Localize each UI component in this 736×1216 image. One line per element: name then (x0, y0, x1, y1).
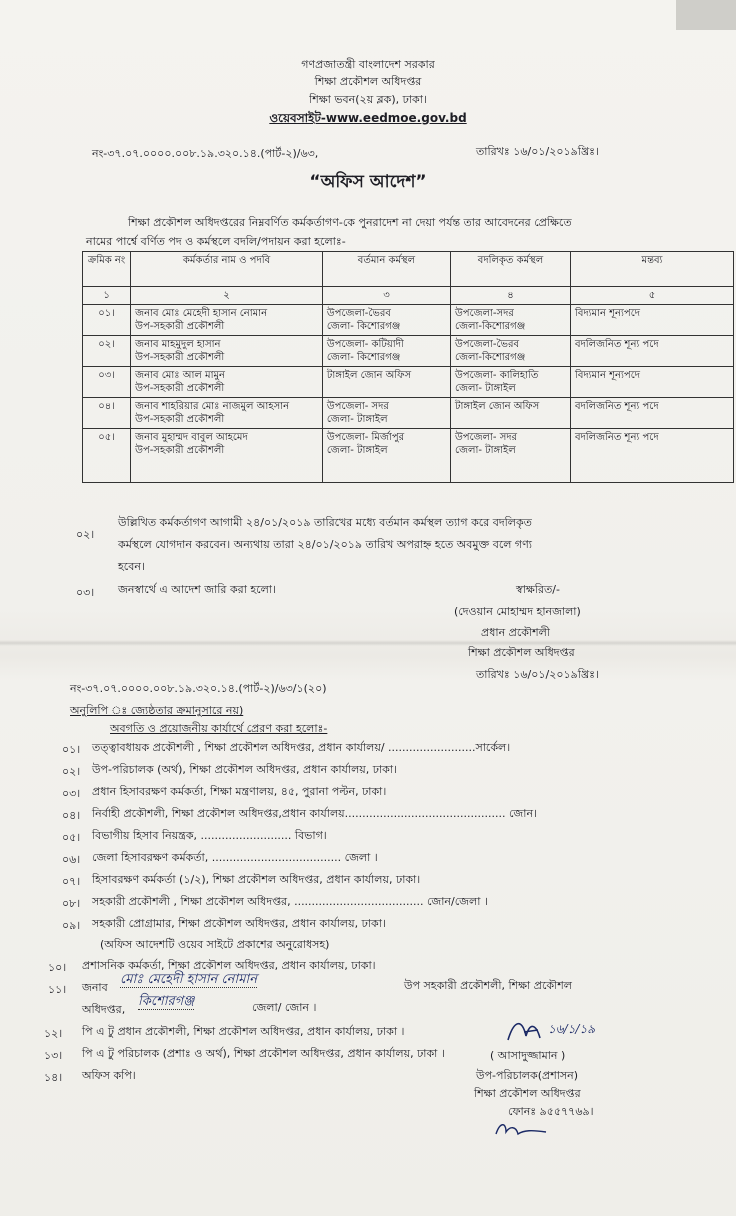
header-name: কর্মকর্তার নাম ও পদবি (131, 252, 323, 287)
copy-item: তত্ত্বাবধায়ক প্রকৌশলী , শিক্ষা প্রকৌশল অধিদপ্তর, প্রধান কার্যালয়/ .........................সার্কেল। (92, 741, 511, 754)
copy-item: হিসাবরক্ষণ কর্মকর্তা (১/২), শিক্ষা প্রকৌশল অধিদপ্তর, প্রধান কার্যালয়, ঢাকা। (92, 873, 421, 886)
copy-item-serial: ১০। (48, 961, 67, 974)
para-2-line-3: হবেন। (118, 560, 145, 573)
table-header-row (83, 252, 734, 287)
copy-item-serial: ০৬। (62, 853, 81, 866)
col-number: ২ (131, 287, 323, 305)
copy-item-serial: ০১। (62, 743, 81, 756)
remark: বদলিজনিত শূন্য পদে (570, 429, 733, 483)
row-serial: ০৫। (83, 429, 131, 483)
scan-edge (676, 0, 736, 30)
officer-name: জনাব মুহাম্মদ বাবুল আহমেদ (135, 432, 248, 443)
signatory-title: প্রধান প্রকৌশলী (481, 626, 550, 639)
table-row (83, 367, 734, 398)
handwritten-date: ১৬/১/১৯ (548, 1022, 596, 1036)
officer-designation: উপ-সহকারী প্রকৌশলী (135, 383, 225, 394)
new-district: জেলা-কিশোরগঞ্জ (455, 352, 526, 363)
officer-designation: উপ-সহকারী প্রকৌশলী (135, 445, 225, 456)
signatory-office: শিক্ষা প্রকৌশল অধিদপ্তর (468, 646, 575, 659)
initials-scribble (492, 1118, 552, 1142)
memo-ref: নং-৩৭.০৭.০০০০.০০৮.১৯.৩২০.১৪.(পার্ট-২)/৬৩, (92, 147, 319, 160)
copy-item: পি এ টু পরিচালক (প্রশাঃ ও অর্থ), শিক্ষা প্রকৌশল অধিদপ্তর, প্রধান কার্যালয়, ঢাকা । (82, 1047, 445, 1060)
new-district: জেলা- টাঙ্গাইল (455, 383, 516, 394)
deputy-office: শিক্ষা প্রকৌশল অধিদপ্তর (474, 1087, 581, 1100)
col-number: ৫ (570, 287, 733, 305)
transfer-table (82, 251, 734, 483)
copy-item-serial: ০৩। (62, 787, 81, 800)
copy-item-suffix: জেলা/ জোন । (252, 1001, 317, 1014)
copy-item-serial: ১৪। (44, 1071, 63, 1084)
current-station: টাঙ্গাইল জোন অফিস (326, 370, 412, 381)
copy-item: উপ-পরিচালক (অর্থ), শিক্ষা প্রকৌশল অধিদপ্তর, প্রধান কার্যালয়, ঢাকা। (92, 763, 397, 776)
paper-fold (0, 640, 736, 646)
document-title: “অফিস আদেশ” (309, 172, 427, 192)
new-station: উপজেলা-সদর (455, 308, 514, 319)
officer-designation: উপ-সহকারী প্রকৌশলী (135, 352, 225, 363)
intro-line-1: শিক্ষা প্রকৌশল অধিদপ্তরের নিম্নবর্ণিত কর্মকর্তাগণ-কে পুনরাদেশ না দেয়া পর্যন্ত তার আবেদনের প্রেক্ষিতে (128, 216, 572, 229)
website-link: ওয়েবসাইট-www.eedmoe.gov.bd (269, 111, 467, 125)
current-station: উপজেলা- সদর (326, 401, 389, 412)
deputy-title: উপ-পরিচালক(প্রশাসন) (476, 1069, 579, 1082)
copy-item: পি এ টু প্রধান প্রকৌশলী, শিক্ষা প্রকৌশল অধিদপ্তর, প্রধান কার্যালয়, ঢাকা । (82, 1025, 405, 1038)
remark: বিদ্যমান শূন্যপদে (570, 305, 733, 336)
dept-address: শিক্ষা ভবন(২য় ব্লক), ঢাকা। (309, 93, 427, 106)
remark: বদলিজনিত শূন্য পদে (570, 398, 733, 429)
copy-item: অধিদপ্তর, (82, 1003, 126, 1016)
memo-date: তারিখঃ ১৬/০১/২০১৯খ্রিঃ। (476, 145, 599, 158)
copy-date: তারিখঃ ১৬/০১/২০১৯খ্রিঃ। (476, 668, 599, 681)
copy-item-serial: ১১। (48, 983, 67, 996)
copy-heading: অনুলিপি ঃ জ্যেষ্ঠতার ক্রমানুসারে নয়) (70, 704, 244, 717)
officer-designation: উপ-সহকারী প্রকৌশলী (135, 321, 225, 332)
copy-item-serial: ০২। (62, 765, 81, 778)
col-number: ১ (83, 287, 131, 305)
copy-item-serial: ০৫। (62, 831, 81, 844)
remark: বদলিজনিত শূন্য পদে (570, 336, 733, 367)
handwritten-officer-name: মোঃ মেহেদী হাসান নোমান (120, 972, 257, 987)
header-remark: মন্তব্য (570, 252, 733, 287)
copy-item-suffix: উপ সহকারী প্রকৌশলী, শিক্ষা প্রকৌশল (404, 979, 572, 992)
column-number-row (83, 287, 734, 305)
header-serial: ক্রমিক নং (83, 252, 131, 287)
copy-item-note: (অফিস আদেশটি ওয়েব সাইটে প্রকাশের অনুরোধসহ) (100, 938, 330, 951)
copy-item-serial: ০৯। (62, 919, 81, 932)
copy-item: জনাব (82, 981, 108, 994)
remark: বিদ্যমান শূন্যপদে (570, 367, 733, 398)
new-station: উপজেলা-ভৈরব (455, 339, 520, 350)
copy-item: নির্বাহী প্রকৌশলী, শিক্ষা প্রকৌশল অধিদপ্তর,প্রধান কার্যালয়.............................................. জোন। (92, 807, 537, 820)
para-2-line-2: কর্মস্থলে যোগদান করবেন। অন্যথায় তারা ২৪/০১/২০১৯ তারিখ অপরাহ্ন হতে অবমুক্ত বলে গণ্য (118, 538, 532, 551)
officer-name: জনাব মাহমুদুল হাসান (135, 339, 221, 350)
row-serial: ০১। (83, 305, 131, 336)
handwritten-district: কিশোরগঞ্জ (138, 994, 195, 1009)
row-serial: ০৩। (83, 367, 131, 398)
copy-item-serial: ০৮। (62, 897, 81, 910)
copy-item: সহকারী প্রকৌশলী , শিক্ষা প্রকৌশল অধিদপ্তর, ..................................... জোন/জেলা । (92, 895, 488, 908)
new-district: জেলা- টাঙ্গাইল (455, 445, 516, 456)
header-current: বর্তমান কর্মস্থল (322, 252, 450, 287)
current-station: উপজেলা- কটিয়াদী (326, 339, 404, 350)
copy-item: প্রশাসনিক কর্মকর্তা, শিক্ষা প্রকৌশল অধিদপ্তর, প্রধান কার্যালয়, ঢাকা। (82, 959, 376, 972)
copy-ref: নং-৩৭.০৭.০০০০.০০৮.১৯.৩২০.১৪.(পার্ট-২)/৬৩/১(২০) (70, 682, 327, 695)
table-row (83, 398, 734, 429)
current-station: উপজেলা- মির্জাপুর (326, 432, 405, 443)
current-district: জেলা- টাঙ্গাইল (326, 414, 388, 425)
col-number: ৪ (451, 287, 571, 305)
col-number: ৩ (322, 287, 450, 305)
copy-item: অফিস কপি। (82, 1069, 136, 1082)
govt-name: গণপ্রজাতন্ত্রী বাংলাদেশ সরকার (301, 58, 435, 71)
para-2-serial: ০২। (76, 528, 95, 541)
dept-name: শিক্ষা প্রকৌশল অধিদপ্তর (314, 75, 422, 88)
signed-mark: স্বাক্ষরিত/- (516, 583, 560, 596)
signatory-name: (দেওয়ান মোহাম্মদ হানজালা) (454, 605, 581, 618)
row-serial: ০২। (83, 336, 131, 367)
copy-item-serial: ১২। (44, 1027, 63, 1040)
para-3-serial: ০৩। (76, 586, 95, 599)
row-serial: ০৪। (83, 398, 131, 429)
table-row (83, 305, 734, 336)
deputy-phone: ফোনঃ ৯৫৫৭৭৬৯। (508, 1105, 594, 1118)
current-district: জেলা- টাঙ্গাইল (326, 445, 388, 456)
table-row (83, 429, 734, 483)
header-new: বদলিকৃত কর্মস্থল (451, 252, 571, 287)
officer-name: জনাব মোঃ আল মামুন (135, 370, 226, 381)
copy-item-serial: ০৭। (62, 875, 81, 888)
current-district: জেলা- কিশোরগঞ্জ (326, 352, 401, 363)
officer-designation: উপ-সহকারী প্রকৌশলী (135, 414, 225, 425)
para-3-text: জনস্বার্থে এ আদেশ জারি করা হলো। (118, 583, 276, 596)
copy-item: বিভাগীয় হিসাব নিয়ন্ত্রক, .......................... বিভাগ। (92, 829, 327, 842)
copy-item-serial: ০৪। (62, 809, 81, 822)
current-station: উপজেলা-ভৈরব (326, 308, 391, 319)
new-station: উপজেলা- সদর (455, 432, 518, 443)
intro-line-2: নামের পার্শ্বে বর্ণিত পদ ও কর্মস্থলে বদলি/পদায়ন করা হলোঃ- (86, 235, 346, 248)
deputy-name: ( আসাদুজ্জামান ) (490, 1049, 566, 1062)
copy-item-serial: ১৩। (44, 1049, 63, 1062)
copy-item: সহকারী প্রোগ্রামার, শিক্ষা প্রকৌশল অধিদপ্তর, প্রধান কার্যালয়, ঢাকা। (92, 917, 386, 930)
current-district: জেলা- কিশোরগঞ্জ (326, 321, 401, 332)
table-row (83, 336, 734, 367)
copy-subheading: অবগতি ও প্রয়োজনীয় কার্যার্থে প্রেরণ করা হলোঃ- (110, 722, 328, 735)
copy-item: প্রধান হিসাবরক্ষণ কর্মকর্তা, শিক্ষা মন্ত্রণালয়, ৪৫, পুরানা পল্টন, ঢাকা। (92, 785, 387, 798)
officer-name: জনাব মোঃ মেহেদী হাসান নোমান (135, 308, 268, 319)
new-district: জেলা-কিশোরগঞ্জ (455, 321, 526, 332)
new-station: উপজেলা- কালিহাতি (455, 370, 539, 381)
officer-name: জনাব শাহরিয়ার মোঃ নাজমুল আহসান (135, 401, 290, 412)
new-station: টাঙ্গাইল জোন অফিস (455, 401, 540, 412)
copy-item: জেলা হিসাবরক্ষণ কর্মকর্তা, ..................................... জেলা । (92, 851, 378, 864)
para-2-line-1: উল্লিখিত কর্মকর্তাগণ আগামী ২৪/০১/২০১৯ তারিখের মধ্যে বর্তমান কর্মস্থল ত্যাগ করে বদলিকৃত (118, 516, 532, 529)
